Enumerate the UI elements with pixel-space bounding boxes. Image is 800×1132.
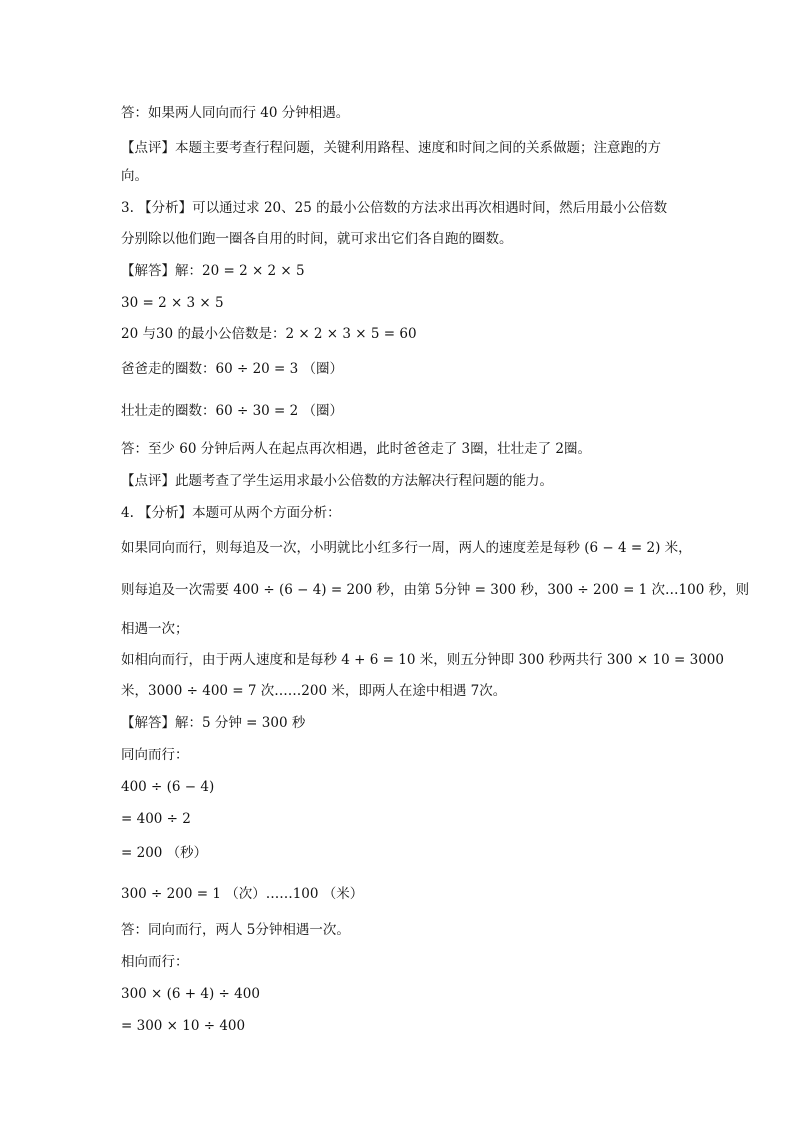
same-direction-analysis-cont: 则每追及一次需要 400 ÷ (6 − 4) = 200 秒，由第 5分钟 = 300 秒，300 ÷ 200 = 1 次…100 秒，则 (121, 582, 750, 598)
answer-line-1: 答：如果两人同向而行 40 分钟相遇。 (121, 105, 350, 121)
math-line: 300 ÷ 200 = 1 （次）……100 （米） (121, 886, 364, 902)
opposite-direction-analysis-cont: 米，3000 ÷ 400 = 7 次……200 米，即两人在途中相遇 7次。 (121, 683, 507, 699)
zhuangzhuang-laps-line: 壮壮走的圈数：60 ÷ 30 = 2 （圈） (121, 403, 344, 419)
comment-line-1-cont: 向。 (121, 168, 148, 184)
opposite-direction-analysis: 如相向而行，由于两人速度和是每秒 4 + 6 = 10 米，则五分钟即 300 秒两共行 300 × 10 = 3000 (121, 652, 724, 668)
problem-3-analysis: 3. 【分析】可以通过求 20、25 的最小公倍数的方法求出再次相遇时间，然后用最小公倍数 (121, 200, 668, 216)
dad-laps-line: 爸爸走的圈数：60 ÷ 20 = 3 （圈） (121, 361, 344, 377)
math-line: = 200 （秒） (121, 845, 208, 861)
problem-4-analysis: 4. 【分析】本题可从两个方面分析： (121, 505, 341, 521)
problem-3-solution: 【解答】解：20 = 2 × 2 × 5 (121, 263, 305, 279)
same-direction-label: 同向而行： (121, 747, 189, 763)
math-line: 300 × (6 + 4) ÷ 400 (121, 986, 260, 1002)
opposite-direction-label: 相向而行： (121, 954, 189, 970)
math-line: 30 = 2 × 3 × 5 (121, 295, 224, 311)
same-direction-analysis: 如果同向而行，则每追及一次，小明就比小红多行一周，两人的速度差是每秒 (6 − 4 = 2) 米， (121, 540, 692, 556)
math-line: = 300 × 10 ÷ 400 (121, 1018, 246, 1034)
same-direction-analysis-end: 相遇一次； (121, 621, 189, 637)
answer-line-3: 答：至少 60 分钟后两人在起点再次相遇，此时爸爸走了 3圈，壮壮走了 2圈。 (121, 441, 592, 457)
lcm-line: 20 与30 的最小公倍数是：2 × 2 × 3 × 5 = 60 (121, 326, 417, 342)
problem-3-analysis-cont: 分别除以他们跑一圈各自用的时间，就可求出它们各自跑的圈数。 (121, 231, 513, 247)
problem-4-solution: 【解答】解：5 分钟 = 300 秒 (121, 715, 306, 731)
math-line: = 400 ÷ 2 (121, 811, 191, 827)
comment-line-1: 【点评】本题主要考查行程问题，关键利用路程、速度和时间之间的关系做题；注意跑的方 (121, 140, 661, 156)
math-line: 400 ÷ (6 − 4) (121, 779, 215, 795)
answer-same-direction: 答：同向而行，两人 5分钟相遇一次。 (121, 922, 350, 938)
comment-line-3: 【点评】此题考查了学生运用求最小公倍数的方法解决行程问题的能力。 (121, 473, 553, 489)
